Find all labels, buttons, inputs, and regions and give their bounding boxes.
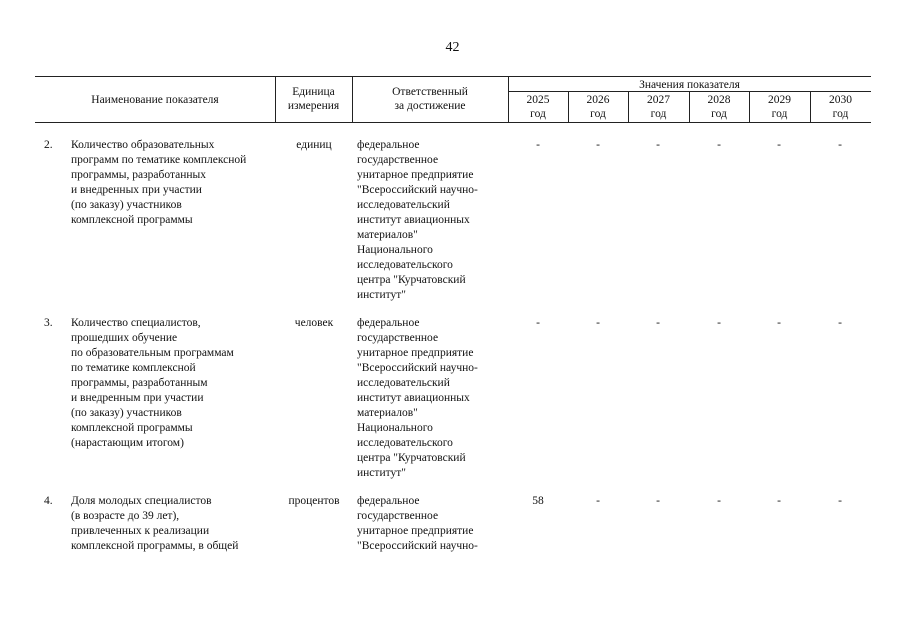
value-2028: - [717, 139, 721, 151]
value-2028: - [717, 317, 721, 329]
value-2026: - [596, 139, 600, 151]
row-number: 2. [44, 139, 53, 151]
header-unit: Единица измерения [287, 86, 340, 112]
header-year-2030: 2030 год [829, 94, 852, 120]
value-2027: - [656, 139, 660, 151]
row-number: 4. [44, 495, 53, 507]
value-2027: - [656, 317, 660, 329]
value-2026: - [596, 317, 600, 329]
header-name: Наименование показателя [91, 94, 219, 106]
indicator-unit: человек [294, 317, 334, 329]
table-top-rule [35, 76, 871, 77]
value-2026: - [596, 495, 600, 507]
responsible-party: федеральное государственное унитарное предприятие "Всероссийский научно- исследовательский институт авиационных материалов" Национального исследовательского центра "Курчатовский институт" [357, 139, 478, 301]
header-year-2025: 2025 год [526, 94, 550, 120]
value-2029: - [777, 317, 781, 329]
indicator-name: Количество образовательных программ по тематике комплексной программы, разработанных и внедренных при участии (по заказу) участников комплексной программы [71, 139, 247, 226]
header-year-2027: 2027 год [647, 94, 670, 120]
row-number: 3. [44, 317, 53, 329]
value-2029: - [777, 139, 781, 151]
value-2030: - [838, 139, 842, 151]
value-2025: 58 [532, 495, 544, 507]
indicator-name: Количество специалистов, прошедших обучение по образовательным программам по тематике комплексной программы, разработанным и внедренным при участии (по заказу) участников комплексной программы (нарастающим итогом) [71, 317, 234, 449]
responsible-party: федеральное государственное унитарное предприятие "Всероссийский научно- исследовательский институт авиационных материалов" Национального исследовательского центра "Курчатовский институт" [357, 317, 478, 479]
page-number: 42 [445, 40, 460, 55]
value-2028: - [717, 495, 721, 507]
value-2030: - [838, 495, 842, 507]
value-2030: - [838, 317, 842, 329]
responsible-party: федеральное государственное унитарное предприятие "Всероссийский научно- [357, 495, 478, 552]
value-2027: - [656, 495, 660, 507]
header-values-title: Значения показателя [639, 79, 740, 91]
indicator-unit: процентов [288, 495, 340, 507]
table-header-bottom-rule [35, 122, 871, 123]
indicator-name: Доля молодых специалистов (в возрасте до 39 лет), привлеченных к реализации комплексной программы, в общей [71, 495, 239, 552]
header-year-2028: 2028 год [707, 94, 731, 120]
header-year-2026: 2026 год [586, 94, 610, 120]
value-2029: - [777, 495, 781, 507]
indicator-unit: единиц [296, 139, 332, 151]
value-2025: - [536, 317, 540, 329]
header-responsible: Ответственный за достижение [392, 86, 468, 112]
header-year-2029: 2029 год [768, 94, 791, 120]
value-2025: - [536, 139, 540, 151]
